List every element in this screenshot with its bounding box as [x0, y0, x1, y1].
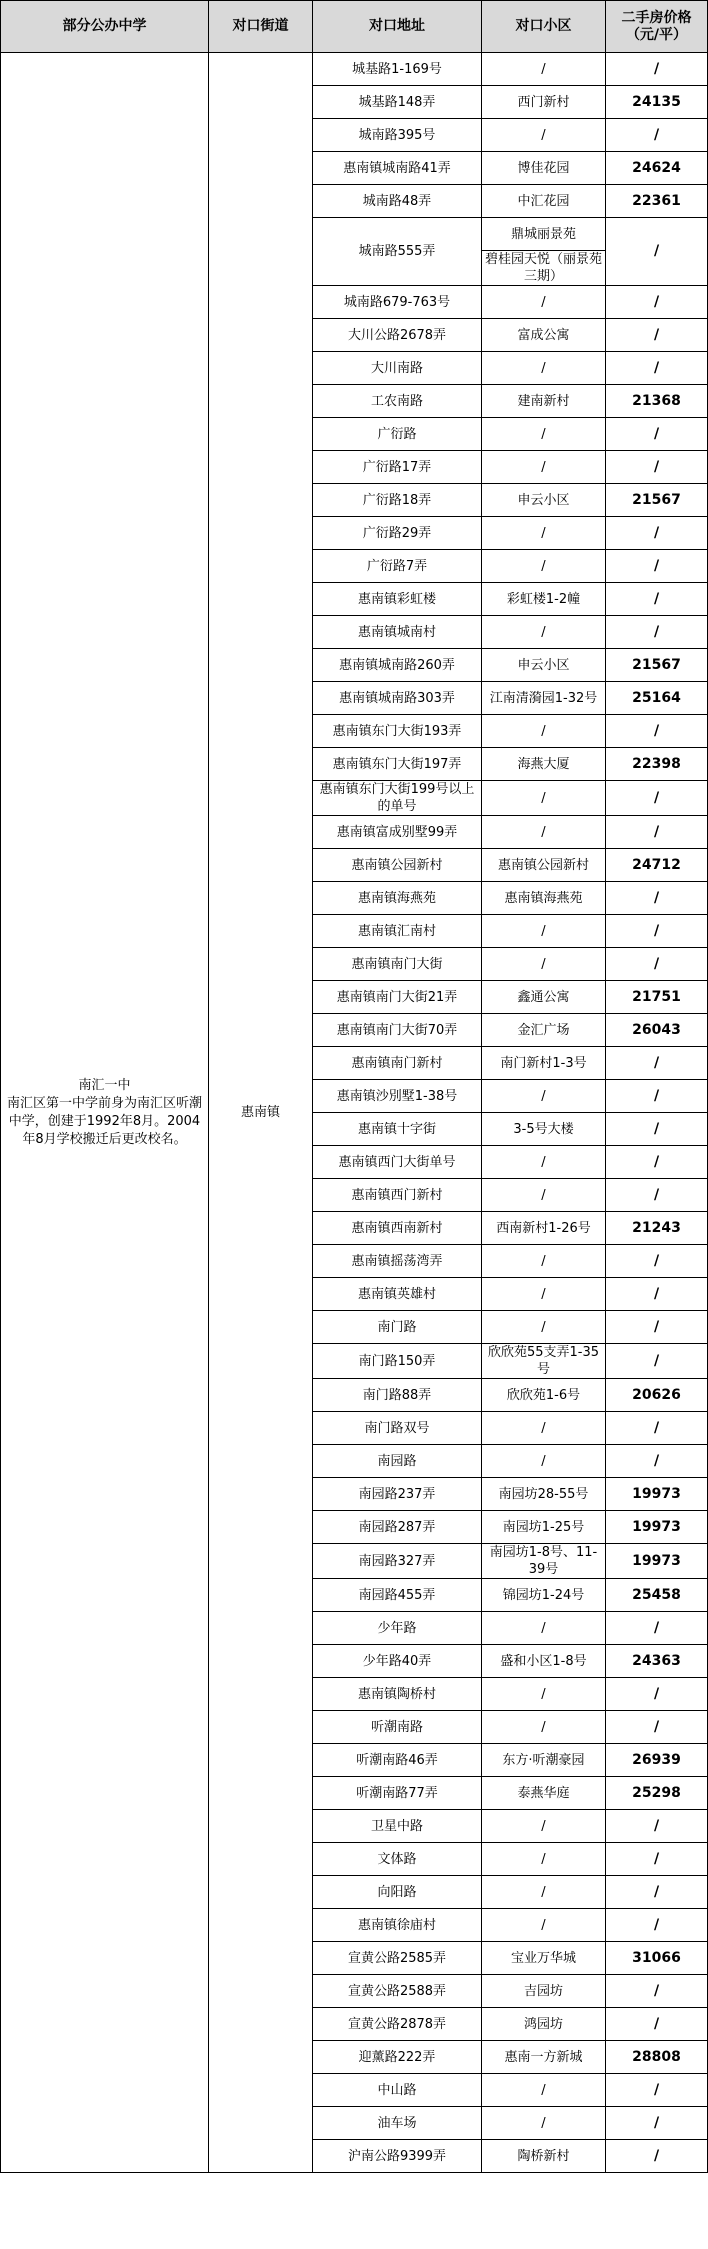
community-cell: /	[482, 286, 606, 319]
address-cell: 惠南镇汇南村	[313, 915, 482, 948]
price-cell: 21243	[606, 1212, 708, 1245]
address-cell: 南门路双号	[313, 1412, 482, 1445]
community-cell: 南园坊1-25号	[482, 1511, 606, 1544]
price-cell: /	[606, 119, 708, 152]
address-cell: 南园路455弄	[313, 1579, 482, 1612]
price-cell: 19973	[606, 1544, 708, 1579]
school-cell	[1, 53, 209, 2173]
price-cell: 19973	[606, 1511, 708, 1544]
address-cell: 广衍路	[313, 418, 482, 451]
community-cell: /	[482, 451, 606, 484]
price-cell: /	[606, 1445, 708, 1478]
community-cell: /	[482, 616, 606, 649]
address-cell: 惠南镇南门大街21弄	[313, 981, 482, 1014]
address-cell: 城南路48弄	[313, 185, 482, 218]
price-cell: /	[606, 781, 708, 816]
price-cell: /	[606, 1311, 708, 1344]
price-cell: 25164	[606, 682, 708, 715]
price-cell: /	[606, 1876, 708, 1909]
community-cell: 惠南一方新城	[482, 2041, 606, 2074]
price-cell: /	[606, 1344, 708, 1379]
address-cell: 惠南镇陶桥村	[313, 1678, 482, 1711]
price-cell: /	[606, 2107, 708, 2140]
price-cell: 21567	[606, 484, 708, 517]
price-cell: 21751	[606, 981, 708, 1014]
address-cell: 惠南镇城南路303弄	[313, 682, 482, 715]
price-cell: /	[606, 948, 708, 981]
community-cell: /	[482, 517, 606, 550]
community-cell: /	[482, 1412, 606, 1445]
community-cell: 彩虹楼1-2幢	[482, 583, 606, 616]
address-cell: 南园路	[313, 1445, 482, 1478]
community-cell: 西门新村	[482, 86, 606, 119]
address-cell: 文体路	[313, 1843, 482, 1876]
community-cell: /	[482, 1311, 606, 1344]
address-cell: 惠南镇西门新村	[313, 1179, 482, 1212]
address-cell: 向阳路	[313, 1876, 482, 1909]
price-cell: /	[606, 1278, 708, 1311]
price-cell: 31066	[606, 1942, 708, 1975]
price-cell: /	[606, 319, 708, 352]
header-street: 对口街道	[209, 1, 313, 53]
community-cell: /	[482, 53, 606, 86]
price-cell: /	[606, 1047, 708, 1080]
price-cell: 25458	[606, 1579, 708, 1612]
price-cell: 24624	[606, 152, 708, 185]
community-cell: 西南新村1-26号	[482, 1212, 606, 1245]
community-cell: 江南清漪园1-32号	[482, 682, 606, 715]
community-cell: /	[482, 1810, 606, 1843]
street-cell: 惠南镇	[209, 53, 313, 2173]
price-cell: /	[606, 1113, 708, 1146]
community-cell: 3-5号大楼	[482, 1113, 606, 1146]
header-school: 部分公办中学	[1, 1, 209, 53]
address-cell: 惠南镇沙別墅1-38号	[313, 1080, 482, 1113]
address-cell: 城南路555弄	[313, 218, 482, 286]
address-cell: 广衍路17弄	[313, 451, 482, 484]
community-cell: 海燕大厦	[482, 748, 606, 781]
address-cell: 油车场	[313, 2107, 482, 2140]
community-cell: 欣欣苑55支弄1-35号	[482, 1344, 606, 1379]
address-cell: 宣黄公路2878弄	[313, 2008, 482, 2041]
community-cell: 宝业万华城	[482, 1942, 606, 1975]
community-cell: 金汇广场	[482, 1014, 606, 1047]
address-cell: 少年路40弄	[313, 1645, 482, 1678]
community-cell: /	[482, 816, 606, 849]
address-cell: 听潮南路77弄	[313, 1777, 482, 1810]
address-cell: 惠南镇西南新村	[313, 1212, 482, 1245]
address-cell: 南门路88弄	[313, 1379, 482, 1412]
address-cell: 中山路	[313, 2074, 482, 2107]
address-cell: 南门路150弄	[313, 1344, 482, 1379]
address-cell: 惠南镇城南路260弄	[313, 649, 482, 682]
community-cell: /	[482, 1080, 606, 1113]
community-cell: 锦园坊1-24号	[482, 1579, 606, 1612]
community-cell: 盛和小区1-8号	[482, 1645, 606, 1678]
community-cell: 鸿园坊	[482, 2008, 606, 2041]
price-cell: /	[606, 1146, 708, 1179]
header-community: 对口小区	[482, 1, 606, 53]
address-cell: 惠南镇东门大街193弄	[313, 715, 482, 748]
address-cell: 沪南公路9399弄	[313, 2140, 482, 2173]
address-cell: 广衍路7弄	[313, 550, 482, 583]
address-cell: 惠南镇城南路41弄	[313, 152, 482, 185]
header-row	[1, 1, 708, 53]
community-cell: /	[482, 1876, 606, 1909]
community-cell: /	[482, 418, 606, 451]
community-cell: 申云小区	[482, 649, 606, 682]
community-cell: 富成公寓	[482, 319, 606, 352]
community-cell: 南门新村1-3号	[482, 1047, 606, 1080]
price-cell: /	[606, 517, 708, 550]
community-cell: /	[482, 915, 606, 948]
price-cell: /	[606, 583, 708, 616]
address-cell: 惠南镇富成别墅99弄	[313, 816, 482, 849]
header-address: 对口地址	[313, 1, 482, 53]
price-cell: /	[606, 218, 708, 286]
school-name: 南汇一中	[78, 1077, 131, 1093]
address-cell: 惠南镇摇荡湾弄	[313, 1245, 482, 1278]
community-cell: 南园坊28-55号	[482, 1478, 606, 1511]
price-cell: /	[606, 1678, 708, 1711]
price-cell: 26939	[606, 1744, 708, 1777]
community-cell: /	[482, 550, 606, 583]
price-cell: /	[606, 2008, 708, 2041]
price-cell: /	[606, 1975, 708, 2008]
community-cell: 泰燕华庭	[482, 1777, 606, 1810]
address-cell: 南园路287弄	[313, 1511, 482, 1544]
table-row	[1, 53, 708, 86]
community-cell: 惠南镇公园新村	[482, 849, 606, 882]
price-cell: 21567	[606, 649, 708, 682]
community-cell: /	[482, 948, 606, 981]
address-cell: 惠南镇十字街	[313, 1113, 482, 1146]
community-cell: /	[482, 1146, 606, 1179]
address-cell: 大川公路2678弄	[313, 319, 482, 352]
price-cell: /	[606, 418, 708, 451]
community-cell: 博佳花园	[482, 152, 606, 185]
community-cell: /	[482, 2107, 606, 2140]
community-cell: 建南新村	[482, 385, 606, 418]
address-cell: 惠南镇公园新村	[313, 849, 482, 882]
price-cell: /	[606, 816, 708, 849]
price-cell: 22361	[606, 185, 708, 218]
address-cell: 听潮南路46弄	[313, 1744, 482, 1777]
address-cell: 宣黄公路2585弄	[313, 1942, 482, 1975]
community-cell: /	[482, 1711, 606, 1744]
community-cell: /	[482, 2074, 606, 2107]
address-cell: 迎薰路222弄	[313, 2041, 482, 2074]
price-cell: /	[606, 1179, 708, 1212]
community-cell: 中汇花园	[482, 185, 606, 218]
community-cell: 鑫通公寓	[482, 981, 606, 1014]
address-cell: 城基路148弄	[313, 86, 482, 119]
community-cell: 碧桂园天悦（丽景苑三期）	[482, 251, 606, 286]
price-cell: /	[606, 1909, 708, 1942]
community-cell: 申云小区	[482, 484, 606, 517]
community-cell: /	[482, 119, 606, 152]
address-cell: 卫星中路	[313, 1810, 482, 1843]
community-cell: 南园坊1-8号、11-39号	[482, 1544, 606, 1579]
community-cell: /	[482, 1445, 606, 1478]
address-cell: 广衍路18弄	[313, 484, 482, 517]
price-cell: /	[606, 1412, 708, 1445]
address-cell: 惠南镇彩虹楼	[313, 583, 482, 616]
address-cell: 宣黄公路2588弄	[313, 1975, 482, 2008]
price-cell: /	[606, 451, 708, 484]
price-cell: /	[606, 53, 708, 86]
price-cell: /	[606, 915, 708, 948]
address-cell: 惠南镇城南村	[313, 616, 482, 649]
price-cell: /	[606, 616, 708, 649]
header-price: 二手房价格（元/平）	[606, 1, 708, 53]
community-cell: /	[482, 1612, 606, 1645]
address-cell: 少年路	[313, 1612, 482, 1645]
price-cell: 24135	[606, 86, 708, 119]
address-cell: 大川南路	[313, 352, 482, 385]
community-cell: 陶桥新村	[482, 2140, 606, 2173]
address-cell: 惠南镇东门大街199号以上的单号	[313, 781, 482, 816]
community-cell: /	[482, 1678, 606, 1711]
price-cell: 28808	[606, 2041, 708, 2074]
community-cell: 惠南镇海燕苑	[482, 882, 606, 915]
price-cell: /	[606, 352, 708, 385]
address-cell: 惠南镇徐庙村	[313, 1909, 482, 1942]
community-cell: /	[482, 1179, 606, 1212]
price-cell: /	[606, 2140, 708, 2173]
community-cell: /	[482, 1278, 606, 1311]
price-cell: 25298	[606, 1777, 708, 1810]
community-cell: /	[482, 781, 606, 816]
price-cell: 20626	[606, 1379, 708, 1412]
address-cell: 广衍路29弄	[313, 517, 482, 550]
community-cell: /	[482, 1245, 606, 1278]
price-cell: /	[606, 1843, 708, 1876]
price-cell: 22398	[606, 748, 708, 781]
price-cell: 21368	[606, 385, 708, 418]
price-cell: /	[606, 1080, 708, 1113]
price-cell: /	[606, 1810, 708, 1843]
address-cell: 惠南镇南门大街70弄	[313, 1014, 482, 1047]
price-cell: /	[606, 286, 708, 319]
community-cell: 欣欣苑1-6号	[482, 1379, 606, 1412]
address-cell: 城南路395号	[313, 119, 482, 152]
address-cell: 惠南镇南门新村	[313, 1047, 482, 1080]
school-description: 南汇区第一中学前身为南汇区听潮中学，创建于1992年8月。2004年8月学校搬迁后更改校名。	[6, 1095, 202, 1147]
price-cell: 24712	[606, 849, 708, 882]
community-cell: /	[482, 1843, 606, 1876]
community-cell: 东方·听潮豪园	[482, 1744, 606, 1777]
address-cell: 工农南路	[313, 385, 482, 418]
address-cell: 南园路327弄	[313, 1544, 482, 1579]
price-cell: 24363	[606, 1645, 708, 1678]
price-cell: /	[606, 1612, 708, 1645]
community-cell: /	[482, 1909, 606, 1942]
price-cell: /	[606, 1711, 708, 1744]
price-cell: /	[606, 1245, 708, 1278]
address-cell: 南园路237弄	[313, 1478, 482, 1511]
price-cell: /	[606, 2074, 708, 2107]
community-cell: 鼎城丽景苑	[482, 218, 606, 251]
community-cell: /	[482, 715, 606, 748]
address-cell: 城基路1-169号	[313, 53, 482, 86]
address-cell: 惠南镇海燕苑	[313, 882, 482, 915]
address-cell: 南门路	[313, 1311, 482, 1344]
community-cell: /	[482, 352, 606, 385]
price-cell: /	[606, 715, 708, 748]
address-cell: 惠南镇东门大街197弄	[313, 748, 482, 781]
address-cell: 惠南镇英雄村	[313, 1278, 482, 1311]
address-cell: 惠南镇西门大街单号	[313, 1146, 482, 1179]
price-cell: 19973	[606, 1478, 708, 1511]
address-cell: 城南路679-763号	[313, 286, 482, 319]
community-cell: 吉园坊	[482, 1975, 606, 2008]
address-cell: 惠南镇南门大街	[313, 948, 482, 981]
price-cell: /	[606, 550, 708, 583]
price-cell: 26043	[606, 1014, 708, 1047]
address-cell: 听潮南路	[313, 1711, 482, 1744]
table-body	[1, 53, 708, 2173]
price-cell: /	[606, 882, 708, 915]
